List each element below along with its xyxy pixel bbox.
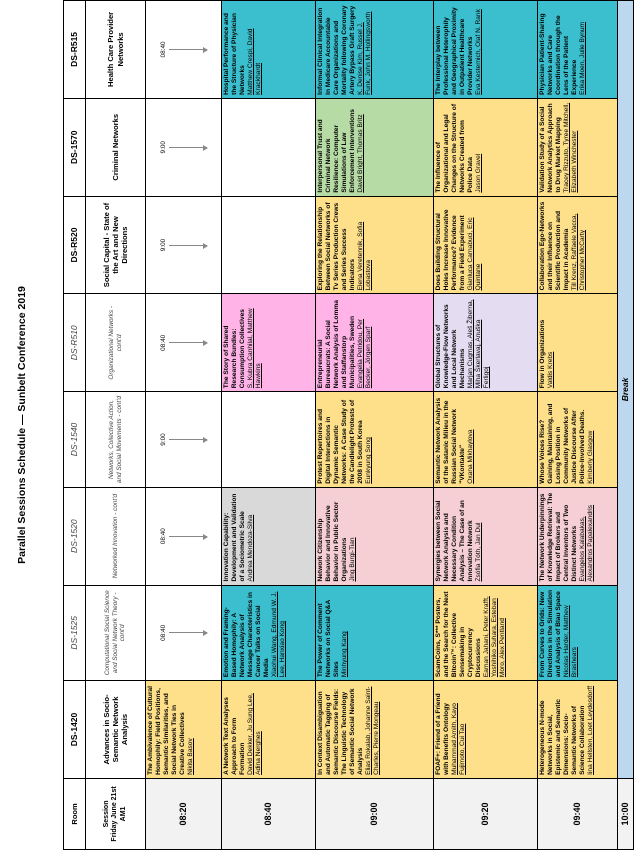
paper-cell[interactable] xyxy=(434,294,538,392)
paper-title: Protest Repertoires and Digital Interactions in Dynamic Semantic Networks: A Case Study of the Candlelight Protests of 2008 in South Korea xyxy=(317,399,365,484)
session-day-label xyxy=(86,778,146,849)
empty-cell xyxy=(222,196,316,294)
session-title-ds1420: Advances in Socio-Semantic Network Analysis xyxy=(86,681,146,779)
session-title-ds1570: Criminal Networks xyxy=(86,98,146,196)
paper-cell[interactable] xyxy=(434,1,538,99)
row-0920 xyxy=(434,1,538,850)
paper-cell[interactable] xyxy=(434,681,538,779)
paper-authors: Jason Gravel xyxy=(475,153,483,193)
continued-cell-dsr510 xyxy=(146,294,222,392)
paper-title: The Network Underpinnings of Knowledge Retrieval: The Impact of Brokers and Central Inventors of Two Distinct Networks xyxy=(539,492,579,582)
paper-cell[interactable] xyxy=(316,392,434,488)
paper-authors: David Bright, Thomas Britz xyxy=(357,114,365,193)
paper-authors: Matthew Crespi, David Krackhardt xyxy=(247,28,263,95)
paper-title: From Curves to Grids: New Directions in the Simulation and Analysis of Blau Space xyxy=(539,589,563,678)
paper-authors: Muhammad Amith, Kayo Fujimoto, Cui Tao xyxy=(451,703,467,775)
paper-authors: Eva Kesternich, Olaf N. Rank xyxy=(475,9,483,95)
break-cell: Break xyxy=(618,1,634,779)
paper-title: FOAF+: Friend of a Friend with Benefits Ontology xyxy=(435,693,451,775)
continued-time: 08:40 xyxy=(159,528,167,545)
paper-title: Collaboration Ego-Networks and their Influence on Scientific Production and Impact in Academia xyxy=(539,201,571,291)
paper-authors: Kimberly Glasgow xyxy=(587,430,595,484)
paper-cell[interactable] xyxy=(434,585,538,681)
room-row xyxy=(64,1,86,850)
session-title-dsr515: Health Care Provider Networks xyxy=(86,1,146,99)
paper-title: The Power of Comment Networks on Social Q&A Sites xyxy=(317,600,341,678)
schedule-table xyxy=(63,0,634,850)
session-row xyxy=(86,1,146,850)
page-title xyxy=(0,0,44,850)
continued-cell-ds1525 xyxy=(146,585,222,681)
empty-cell xyxy=(222,98,316,196)
session-label: Session xyxy=(102,800,110,828)
room-id-ds1525: DS-1525 xyxy=(64,585,86,681)
paper-authors: K. Denise Kim, Russel J. Funk, John M. Hollingsworth xyxy=(357,11,373,95)
arrow-down-icon xyxy=(169,342,207,343)
time-0900: 09:00 xyxy=(316,778,434,849)
continued-time: 08:40 xyxy=(159,624,167,641)
paper-authors: Elena Veretennik, Sofia Lobastova xyxy=(357,221,373,291)
paper-authors: Nicolas Harder, Matthew Brashears xyxy=(563,605,579,678)
paper-cell[interactable] xyxy=(538,487,618,585)
paper-cell[interactable] xyxy=(434,392,538,488)
continued-cell-dsr515 xyxy=(146,1,222,99)
room-id-dsr520: DS-R520 xyxy=(64,196,86,294)
day-label: Friday June 21st AM1 xyxy=(111,786,127,842)
time-0840: 08:40 xyxy=(222,778,316,849)
paper-cell[interactable] xyxy=(434,487,538,585)
continued-cell-ds1540 xyxy=(146,392,222,488)
time-0940: 09:40 xyxy=(538,778,618,849)
room-id-ds1420: DS-1420 xyxy=(64,681,86,779)
paper-title: The Influence of Organizational and Legal Changes on the Structure of Networks Created from Police Data xyxy=(435,103,475,193)
paper-title: Informal Clinical Integration In Medicare Accountable Care Organizations and Mortality following Coronary Artery Bypass Graft Surgery xyxy=(317,5,357,95)
paper-authors: Evangelia Petridou, Per Becker, Jörgen Sparf xyxy=(357,318,373,389)
paper-cell[interactable] xyxy=(434,98,538,196)
paper-cell[interactable] xyxy=(434,196,538,294)
paper-cell[interactable] xyxy=(538,98,618,196)
arrow-down-icon xyxy=(169,536,207,537)
paper-cell[interactable] xyxy=(222,585,316,681)
paper-title: A Network Text Analyses Approach to Form Formation xyxy=(223,697,247,775)
arrow-down-icon xyxy=(169,49,207,50)
arrow-down-icon xyxy=(169,439,207,440)
continued-time: 9:00 xyxy=(159,141,167,154)
continued-time: 08:40 xyxy=(159,41,167,58)
page-title-text: Parallel Sessions Schedule — Sunbelt Conference 2019 xyxy=(16,286,28,564)
paper-authors: Evangelos Kalabakas, Alexandros Papalexandris xyxy=(579,504,595,582)
paper-authors: Erika Moen, Julie Bynum xyxy=(579,21,587,95)
paper-cell[interactable] xyxy=(538,585,618,681)
paper-title: Validation Study of a Social Network Analytics Approach to Drug Market Mapping xyxy=(539,103,563,193)
time-0920: 09:20 xyxy=(434,778,538,849)
paper-cell[interactable] xyxy=(316,294,434,392)
paper-title: Emotion and Framing-Based Homophily: A Network Analysis of Message Characteristics in Cancer Talks on Social Media xyxy=(223,592,271,678)
paper-authors: Xiaohui Wang, Edmund W. J. Lee, Hanxiao Kong xyxy=(271,591,287,678)
paper-cell[interactable] xyxy=(316,681,434,779)
paper-title: Entrepreneurial Bureaucrats: A Social Network Analysis of Lomma and Staffanstorp Municipalities, Sweden xyxy=(317,300,357,389)
continued-cell-dsr520 xyxy=(146,196,222,294)
room-id-ds1570: DS-1570 xyxy=(64,98,86,196)
paper-cell[interactable] xyxy=(316,487,434,585)
room-label: Room xyxy=(64,778,86,849)
arrow-down-icon xyxy=(169,147,207,148)
arrow-down-icon xyxy=(169,632,207,633)
paper-title: Interpersonal Trust and Criminal Network Resilience: Computer Simulations of Law Enforcement Interventions xyxy=(317,109,357,193)
session-title-dsr510: Organizational Networks - cont'd xyxy=(86,294,146,392)
session-title-ds1520: Networked Innovation - cont'd xyxy=(86,487,146,585)
paper-authors: Valdis Krebs xyxy=(547,351,555,389)
room-id-dsr515: DS-R515 xyxy=(64,1,86,99)
paper-title: The Ambivalence of Cultural Homophily: Field Positions, Semantic Similarities, and Social Network Ties in Creative Collectives xyxy=(147,686,187,775)
row-0820 xyxy=(146,1,222,850)
paper-title: Synergies between Social Network Analysis and Necessary Condition Analysis – The Case of an Innovation Network xyxy=(435,500,475,582)
paper-cell[interactable] xyxy=(222,487,316,585)
continued-time: 9:00 xyxy=(159,433,167,446)
paper-authors: Till Krenz, Raffaele Vacca, Christopher McCarty xyxy=(571,213,587,291)
paper-title: Heterogeneous N-mode Networks in Social, Epistemic and Semantic Dimensions: Socio-Semantic Networks of Science Collaboration xyxy=(539,699,587,775)
paper-cell[interactable] xyxy=(538,196,618,294)
paper-title: Global Structures of Knowledge-Flow Networks and Local Network Mechanisms xyxy=(435,304,467,389)
time-0820: 08:20 xyxy=(146,778,222,849)
paper-authors: Marjan Cugmas, Aleš Žiberna, Miha Škerlavaj, Anuška Ferligoj xyxy=(467,299,491,389)
paper-cell[interactable] xyxy=(538,1,618,99)
row-0940 xyxy=(538,1,618,850)
empty-cell xyxy=(222,392,316,488)
room-id-dsr510: DS-R510 xyxy=(64,294,86,392)
paper-cell[interactable] xyxy=(316,196,434,294)
paper-authors: Elias Rokalab, Johanne Saint-Charles, Pierre Mongeau xyxy=(365,686,381,775)
paper-authors: Gianluca Carnabuci, Eric Quintane xyxy=(467,217,483,291)
paper-title: Exploring the Relationship Between Social Networks of Tv Series Production Crews and Series Success Indicators xyxy=(317,202,357,291)
row-0900 xyxy=(316,1,434,850)
paper-title: Does Building Structural Holes Increase Innovative Performance? Evidence from a Field Experiment xyxy=(435,209,467,291)
room-id-ds1520: DS-1520 xyxy=(64,487,86,585)
schedule-table-wrapper xyxy=(63,0,633,850)
paper-title: The Interplay between Professional Heterophily and Geographical Proximity in Outpatient Healthcare Provider Networks xyxy=(435,7,475,95)
paper-title: Network Citizenship Behavior and Innovative Behavior in Public Sector Organizations xyxy=(317,501,349,582)
continued-cell-ds1570 xyxy=(146,98,222,196)
paper-cell[interactable] xyxy=(538,294,618,392)
paper-cell[interactable] xyxy=(222,1,316,99)
paper-title: In Context Disambiguation and Automatic Tagging of Semantic Discourse Fields: The Linguistic Technology of Semantic Social Network Analysis xyxy=(317,688,365,775)
paper-authors: Minhyung Kang xyxy=(341,631,349,678)
paper-title: ScamCoins, S*** Posters, and the Search for the Next Bitcoin™: Collective Sensemaking in Cryptocurrency Discussions xyxy=(435,591,483,678)
row-break xyxy=(618,1,634,850)
session-title-dsr520: Social Capital - State of the Art and New Directions xyxy=(86,196,146,294)
paper-cell[interactable] xyxy=(146,681,222,779)
paper-authors: Nikita Basov xyxy=(187,738,195,775)
paper-title: Whose Voices Rise? Gaining, Maintaining, and Losing Position in Community Networks of Justice Discourse After Police-Involved Deaths. xyxy=(539,403,587,484)
paper-cell[interactable] xyxy=(316,585,434,681)
paper-cell[interactable] xyxy=(538,392,618,488)
paper-authors: Jing Burgi-Tian xyxy=(349,537,357,582)
paper-title: Innovation Capability: Development and Validation of a Sociometric Scale xyxy=(223,493,247,582)
paper-cell[interactable] xyxy=(222,294,316,392)
paper-title: Flow in Organizations xyxy=(539,319,546,389)
row-0840 xyxy=(222,1,316,850)
paper-authors: Eunkyung Song xyxy=(365,437,373,484)
continued-time: 9:00 xyxy=(159,238,167,252)
paper-authors: Zsófia Tóth, Jan Dul xyxy=(475,522,483,582)
continued-cell-ds1520 xyxy=(146,487,222,585)
continued-time: 08:40 xyxy=(159,334,167,351)
paper-title: The Story of Shared Research Bundles: Consumption Collectives xyxy=(223,309,247,389)
arrow-down-icon xyxy=(169,245,207,246)
paper-cell[interactable] xyxy=(316,98,434,196)
paper-title: Hospital Performance and the Structure of Physician Networks xyxy=(223,13,247,95)
paper-cell[interactable] xyxy=(538,681,618,779)
paper-authors: S. Kubra Canhilal, Matthew Hawkins xyxy=(247,308,263,389)
session-title-ds1525: Computational Social Science and Social Network Theory - cont'd xyxy=(86,585,146,681)
room-id-ds1540: DS-1540 xyxy=(64,392,86,488)
paper-cell[interactable] xyxy=(222,681,316,779)
paper-authors: Tracey Rizzuto, Tyree Mitchell, Elizabeth Winchester xyxy=(563,102,579,193)
session-title-ds1540: Networks, Collective Action, and Social Movements - cont'd xyxy=(86,392,146,488)
paper-authors: Oxana Mikhaylova xyxy=(467,429,475,484)
paper-authors: David Dekker, Ju Sung Lee, Adina Nerghes xyxy=(247,693,263,775)
paper-title: Semantic Network Analysis of the Satanic Milieu in the Russian Social Network "VKontakte" xyxy=(435,397,467,484)
paper-authors: Andrea Mendoza-Silva xyxy=(247,514,255,582)
time-1000: 10:00 xyxy=(618,778,634,849)
paper-cell[interactable] xyxy=(316,1,434,99)
paper-title: Physician Patient-Sharing Networks and Care Coordination through the Lens of the Patient Experience xyxy=(539,13,579,95)
paper-authors: Iina Hellsten, Loet Leydesdorff xyxy=(587,685,595,775)
paper-authors: Eaman Jahani, Peter Krafft, Yoshihiko Suhara, Esteban Moro, Alex Pentland xyxy=(483,596,507,678)
